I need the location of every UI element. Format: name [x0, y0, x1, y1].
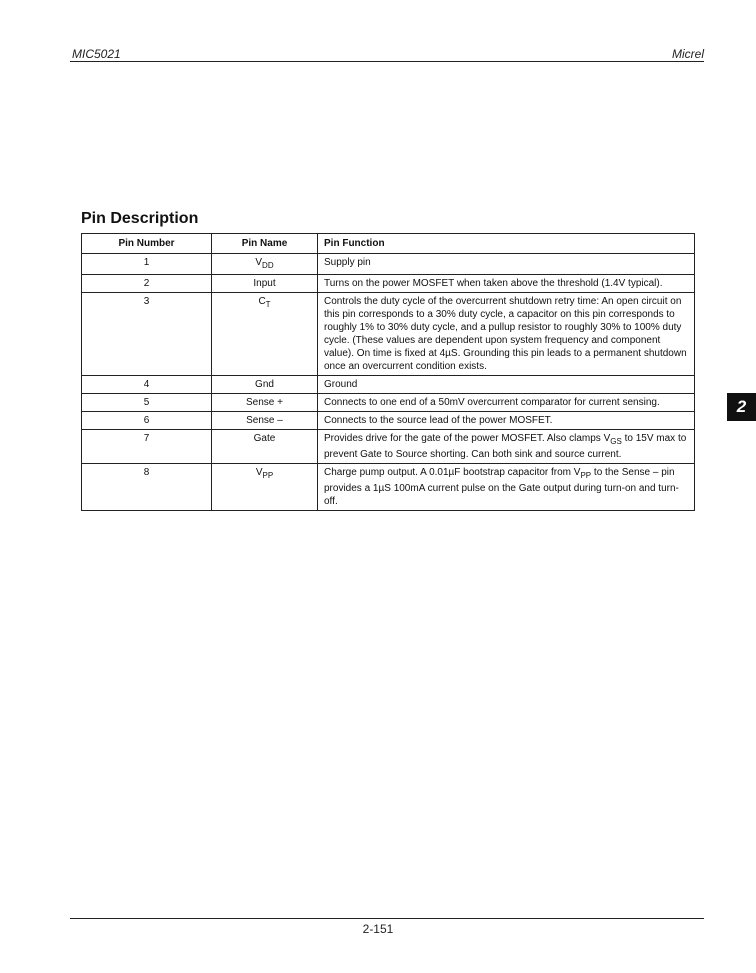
function-sub: PP: [580, 471, 592, 480]
pin-name-main: Input: [253, 278, 276, 289]
pin-name-cell: [212, 394, 318, 412]
header-pin-number: Pin Number: [82, 234, 212, 254]
pin-name-main: C: [258, 296, 266, 307]
pin-name-cell: [212, 275, 318, 293]
pin-function-cell: Connects to one end of a 50mV overcurrent comparator for current sensing.: [318, 394, 695, 412]
pin-number-cell: 7: [82, 430, 212, 464]
table-row: [82, 376, 695, 394]
pin-function-cell: [318, 430, 695, 464]
pin-name-main: Gate: [253, 433, 276, 444]
header-rule: [70, 61, 704, 62]
table-row: [82, 394, 695, 412]
page-number: 2-151: [362, 922, 394, 936]
table-row: [82, 293, 695, 376]
function-text-b: to 15V max to prevent Gate to Source shorting. Can both sink and source current.: [324, 433, 687, 460]
pin-name-cell: [212, 412, 318, 430]
header-pin-function: Pin Function: [318, 234, 695, 254]
pin-name-cell: [212, 464, 318, 511]
pin-name-sub: DD: [262, 261, 274, 270]
table-header-row: [82, 234, 695, 254]
pin-function-cell: Ground: [318, 376, 695, 394]
function-sub: GS: [610, 437, 622, 446]
pin-description-table: [81, 233, 695, 511]
pin-function-cell: Supply pin: [318, 254, 695, 275]
table-row: [82, 464, 695, 511]
pin-number-cell: 5: [82, 394, 212, 412]
section-title: Pin Description: [81, 210, 199, 227]
pin-number-cell: 3: [82, 293, 212, 376]
header-part-number: MIC5021: [72, 47, 121, 61]
pin-name-cell: [212, 293, 318, 376]
table-row: [82, 254, 695, 275]
header-company: Micrel: [672, 47, 704, 61]
section-tab-marker: 2: [727, 393, 756, 421]
pin-name-main: V: [255, 257, 263, 268]
function-text-b: to the Sense – pin provides a 1µS 100mA current pulse on the Gate output during turn-on and turn-off.: [324, 467, 679, 507]
pin-function-cell: Controls the duty cycle of the overcurrent shutdown retry time: An open circuit on this pin corresponds to a 30% duty cycle, a capacitor on this pin corresponds to roughly 1% to 30% duty cycle, and a pullup resistor to roughly 30% to 100% duty cycle. (These values are dependent upon system frequency and component value). On time is fixed at 4µS. Grounding this pin leads to a permanent shutdown once an overcurrent condition exists.: [318, 293, 695, 376]
pin-name-sub: PP: [262, 471, 274, 480]
pin-function-cell: Turns on the power MOSFET when taken above the threshold (1.4V typical).: [318, 275, 695, 293]
pin-name-cell: [212, 376, 318, 394]
pin-function-cell: [318, 464, 695, 511]
pin-name-main: Gnd: [255, 379, 274, 390]
footer-rule: [70, 918, 704, 919]
function-text-a: Charge pump output. A 0.01µF bootstrap capacitor from V: [324, 467, 581, 478]
pin-name-main: V: [255, 467, 263, 478]
pin-function-cell: Connects to the source lead of the power MOSFET.: [318, 412, 695, 430]
pin-name-sub: T: [265, 300, 271, 309]
pin-number-cell: 8: [82, 464, 212, 511]
table-row: [82, 275, 695, 293]
pin-number-cell: 1: [82, 254, 212, 275]
pin-name-cell: [212, 430, 318, 464]
table-row: [82, 430, 695, 464]
header-pin-name: Pin Name: [212, 234, 318, 254]
pin-number-cell: 6: [82, 412, 212, 430]
function-text-a: Provides drive for the gate of the power MOSFET. Also clamps V: [324, 433, 611, 444]
pin-number-cell: 4: [82, 376, 212, 394]
table-row: [82, 412, 695, 430]
pin-name-main: Sense –: [246, 415, 283, 426]
pin-number-cell: 2: [82, 275, 212, 293]
pin-name-cell: [212, 254, 318, 275]
pin-name-main: Sense +: [246, 397, 283, 408]
